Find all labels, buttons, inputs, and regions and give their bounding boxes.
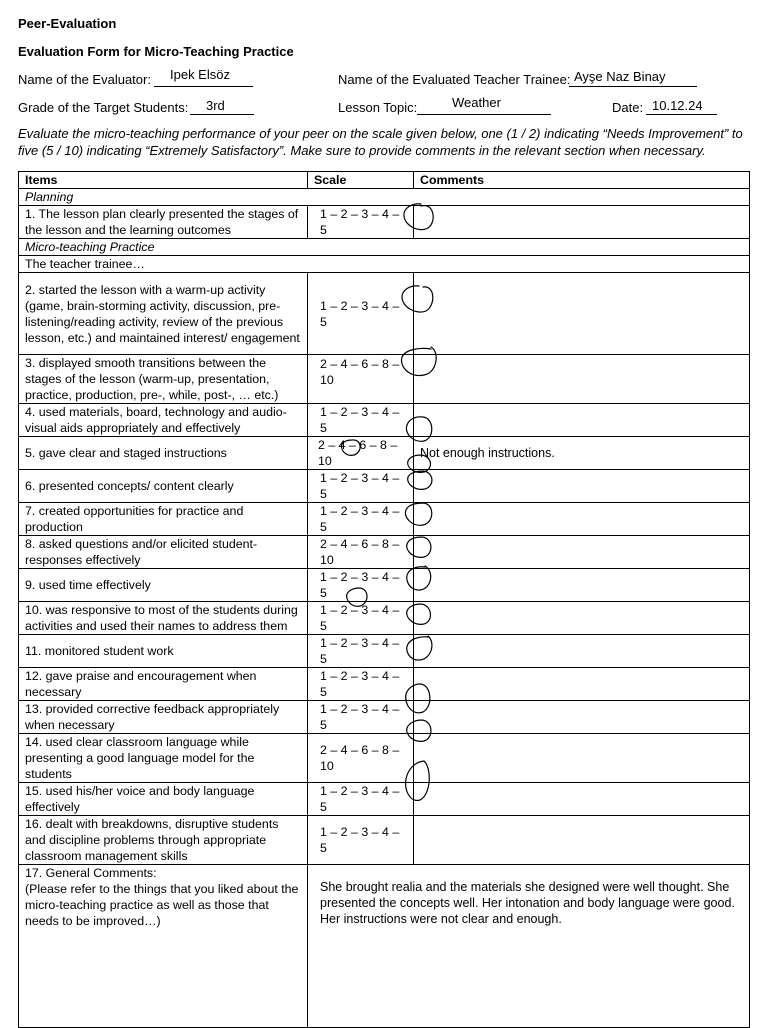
comment-cell[interactable] (414, 404, 750, 437)
table-row (19, 355, 750, 404)
comment-cell[interactable] (414, 602, 750, 635)
general-comments-label: 17. General Comments: (Please refer to the things that you liked about the micro-teaching practice as well as those that needs to be improved…) (19, 865, 308, 1028)
item-text: 16. dealt with breakdowns, disruptive students and discipline problems through appropriate classroom management skills (19, 816, 308, 865)
item-text: 8. asked questions and/or elicited student-responses effectively (19, 536, 308, 569)
evaluation-table (18, 171, 750, 1028)
trainee-value[interactable]: Ayşe Naz Binay (574, 69, 666, 84)
comment-cell[interactable]: Not enough instructions. (414, 437, 750, 470)
scale-value[interactable]: 2 – 4 – 6 – 8 – 10 (308, 437, 414, 470)
scale-value[interactable]: 2 – 4 – 6 – 8 – 10 (308, 536, 414, 569)
item-text: 10. was responsive to most of the students during activities and used their names to address them (19, 602, 308, 635)
table-row (19, 783, 750, 816)
topic-value[interactable]: Weather (452, 95, 501, 110)
section-row (19, 189, 750, 206)
scale-value[interactable]: 1 – 2 – 3 – 4 – 5 (308, 816, 414, 865)
scale-value[interactable]: 1 – 2 – 3 – 4 – 5 (308, 273, 414, 355)
topic-label: Lesson Topic: (338, 100, 418, 115)
table-row (19, 668, 750, 701)
trainee-underline (569, 86, 697, 87)
trainee-label: Name of the Evaluated Teacher Trainee: (338, 72, 571, 87)
general-comments-text[interactable]: She brought realia and the materials she designed were well thought. She presented the concepts well. Her intonation and body language were good. Her instructions were not clear and enough. (308, 865, 750, 1028)
table-header-row (19, 172, 750, 189)
item-text: 6. presented concepts/ content clearly (19, 470, 308, 503)
item-text: 12. gave praise and encouragement when necessary (19, 668, 308, 701)
grade-label: Grade of the Target Students: (18, 100, 189, 115)
item-text: 13. provided corrective feedback appropriately when necessary (19, 701, 308, 734)
table-row (19, 470, 750, 503)
comment-cell[interactable] (414, 816, 750, 865)
comment-cell[interactable] (414, 569, 750, 602)
grade-underline (190, 114, 254, 115)
item-text: 15. used his/her voice and body language effectively (19, 783, 308, 816)
scale-value[interactable]: 1 – 2 – 3 – 4 – 5 (308, 404, 414, 437)
table-row (19, 437, 750, 470)
scale-value[interactable]: 1 – 2 – 3 – 4 – 5 (308, 668, 414, 701)
table-row (19, 816, 750, 865)
item-text: 3. displayed smooth transitions between the stages of the lesson (warm-up, presentation, practice, production, pre-, while, post-, … etc.) (19, 355, 308, 404)
comment-cell[interactable] (414, 470, 750, 503)
section-planning: Planning (19, 189, 750, 206)
scale-value[interactable]: 1 – 2 – 3 – 4 – 5 (308, 206, 414, 239)
table-row (19, 404, 750, 437)
table-row (19, 734, 750, 783)
form-title: Evaluation Form for Micro-Teaching Practice (18, 44, 294, 59)
header-items: Items (19, 172, 308, 189)
instructions-text: Evaluate the micro-teaching performance of your peer on the scale given below, one (1 / 2) indicating “Needs Improvement” to five (5 / 10) indicating “Extremely Satisfactory”. Make sure to provide comments in the relevant section when necessary. (18, 126, 743, 158)
comment-cell[interactable] (414, 783, 750, 816)
item-text: 2. started the lesson with a warm-up activity (game, brain-storming activity, discussion, pre-listening/reading activity, review of the previous lesson, etc.) and maintained interest/ engagement (19, 273, 308, 355)
comment-cell[interactable] (414, 701, 750, 734)
item-text: 4. used materials, board, technology and audio-visual aids appropriately and effectively (19, 404, 308, 437)
evaluator-label: Name of the Evaluator: (18, 72, 151, 87)
table-row (19, 701, 750, 734)
table-row (19, 536, 750, 569)
comment-cell[interactable] (414, 503, 750, 536)
scale-value[interactable]: 1 – 2 – 3 – 4 – 5 (308, 470, 414, 503)
evaluator-value[interactable]: Ipek Elsöz (170, 67, 230, 82)
item-text: 5. gave clear and staged instructions (19, 437, 308, 470)
scale-value[interactable]: 2 – 4 – 6 – 8 – 10 (308, 355, 414, 404)
scale-value[interactable]: 1 – 2 – 3 – 4 – 5 (308, 569, 414, 602)
general-comments-row (19, 865, 750, 1028)
date-label: Date: (612, 100, 644, 115)
scale-value[interactable]: 1 – 2 – 3 – 4 – 5 (308, 503, 414, 536)
item-text: 11. monitored student work (19, 635, 308, 668)
table-row (19, 635, 750, 668)
comment-cell[interactable] (414, 668, 750, 701)
section-row (19, 239, 750, 256)
table-row (19, 602, 750, 635)
item-text: 1. The lesson plan clearly presented the stages of the lesson and the learning outcomes (19, 206, 308, 239)
grade-value[interactable]: 3rd (206, 98, 225, 113)
table-row (19, 569, 750, 602)
table-row (19, 273, 750, 355)
table-row (19, 206, 750, 239)
section-trainee: The teacher trainee… (19, 256, 750, 273)
date-value[interactable]: 10.12.24 (652, 98, 703, 113)
comment-cell[interactable] (414, 355, 750, 404)
table-row (19, 503, 750, 536)
header-scale: Scale (308, 172, 414, 189)
comment-cell[interactable] (414, 734, 750, 783)
document-title: Peer-Evaluation (18, 16, 117, 31)
scale-value[interactable]: 1 – 2 – 3 – 4 – 5 (308, 701, 414, 734)
comment-cell[interactable] (414, 635, 750, 668)
scale-value[interactable]: 1 – 2 – 3 – 4 – 5 (308, 783, 414, 816)
scale-value[interactable]: 1 – 2 – 3 – 4 – 5 (308, 635, 414, 668)
evaluator-underline (154, 86, 253, 87)
header-comments: Comments (414, 172, 750, 189)
section-row (19, 256, 750, 273)
section-micro-teaching: Micro-teaching Practice (19, 239, 750, 256)
comment-cell[interactable] (414, 206, 750, 239)
item-text: 14. used clear classroom language while presenting a good language model for the students (19, 734, 308, 783)
scale-value[interactable]: 1 – 2 – 3 – 4 – 5 (308, 602, 414, 635)
topic-underline (417, 114, 551, 115)
item-text: 9. used time effectively (19, 569, 308, 602)
date-underline (646, 114, 717, 115)
comment-cell[interactable] (414, 536, 750, 569)
comment-cell[interactable] (414, 273, 750, 355)
item-text: 7. created opportunities for practice and production (19, 503, 308, 536)
scale-value[interactable]: 2 – 4 – 6 – 8 – 10 (308, 734, 414, 783)
